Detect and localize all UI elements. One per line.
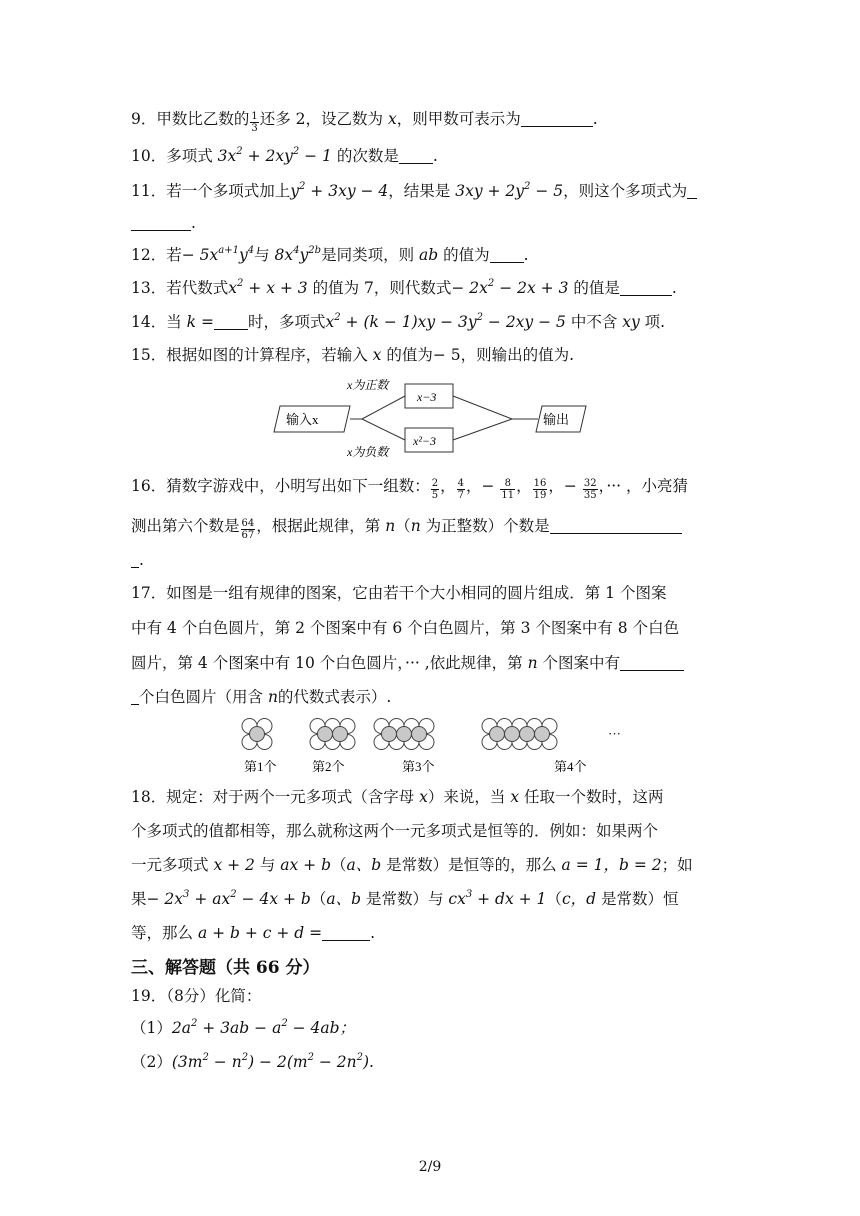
- question-17-line3: 圆片，第 4 个图案中有 10 个白色圆片，··· ,依此规律，第 n 个图案中有: [131, 652, 684, 674]
- question-19-part2: $(2)(3m^2 - n^2) - 2(m^2 - 2n^2)$.: [131, 1052, 374, 1071]
- answer-blank[interactable]: [399, 147, 433, 164]
- question-19-title: 19．（8分）化简：: [131, 987, 262, 1005]
- question-12: 12．若− $5x^{a+1}y^4$与 $8x^4y^{2b}$是同类项，则 ab 的值为 .: [131, 245, 529, 264]
- output-label: 输出: [543, 412, 570, 427]
- circle-patterns-figure: [236, 714, 636, 776]
- answer-blank-cont[interactable]: [131, 688, 139, 705]
- svg-text:x²−3: x²−3: [413, 434, 437, 448]
- gray-circle: [382, 727, 397, 742]
- answer-blank[interactable]: [490, 246, 524, 263]
- question-13: 13．若代数式$x^2 + x + 3$ 的值为 7，则代数式− $2x^2 - 2x + 3$ 的值是 .: [131, 278, 677, 297]
- positive-branch-label: x为正数: [347, 378, 389, 392]
- negative-box: [405, 428, 453, 452]
- gray-circle: [333, 727, 348, 742]
- section-heading: 三、解答题（共 66 分）: [131, 958, 320, 978]
- question-14: 14．当 k = 时，多项式$x^2 + (k - 1)xy - 3y^2 - 2xy - 5$ 中不含 xy 项.: [131, 312, 666, 331]
- gray-circle: [520, 727, 535, 742]
- gray-circle: [535, 727, 550, 742]
- answer-blank[interactable]: [521, 110, 593, 127]
- fraction-one-third: $\frac{1}{3}$: [251, 111, 258, 134]
- pattern-label-1: 第1个: [244, 759, 277, 774]
- flowchart: [272, 372, 592, 462]
- answer-blank[interactable]: [214, 313, 248, 330]
- question-10: 10．多项式 $3x^2 + 2xy^2 - 1$ 的次数是 .: [131, 146, 438, 165]
- question-18-line5: 等，那么 a + b + c + d = .: [131, 924, 376, 942]
- answer-blank[interactable]: [550, 517, 682, 534]
- question-17-line1: 17．如图是一组有规律的图案，它由若干个大小相同的圆片组成．第 1 个图案: [131, 584, 667, 602]
- gray-circle: [505, 727, 520, 742]
- negative-branch-label: x为负数: [347, 445, 389, 459]
- question-9: 9．甲数比乙数的 $\frac{1}{3}$ 还多 2，设乙数为 x，则甲数可表示为 .: [131, 110, 598, 134]
- gray-circle: [250, 727, 265, 742]
- answer-blank[interactable]: [620, 654, 684, 671]
- question-17-line2: 中有 4 个白色圆片，第 2 个图案中有 6 个白色圆片，第 3 个图案中有 8 个白色: [131, 619, 680, 637]
- pattern-label-2: 第2个: [312, 759, 345, 774]
- page-number: 2/9: [418, 1159, 442, 1175]
- output-box: [536, 406, 586, 432]
- question-18-line4: 果− $2x^3 + ax^2 - 4x + b(a$、b 是常数）与 $cx^3$ + dx + 1（c，d 是常数）恒: [131, 889, 679, 908]
- question-16-end: .: [131, 549, 144, 571]
- answer-blank[interactable]: [687, 182, 697, 199]
- question-15: 15．根据如图的计算程序，若输入 x 的值为− 5，则输出的值为.: [131, 346, 575, 364]
- question-18-line2: 个多项式的值都相等，那么就称这两个一元多项式是恒等的．例如：如果两个: [131, 822, 659, 840]
- question-11: 11．若一个多项式加上$y^2 + 3xy - 4$，结果是 $3xy + 2y^2 - 5$，则这个多项式为: [131, 180, 697, 202]
- gray-circle: [397, 727, 412, 742]
- question-18-line1: 18．规定：对于两个一元多项式（含字母 x）来说，当 x 任取一个数时，这两: [131, 788, 664, 806]
- question-16: 16．猜数字游戏中，小明写出如下一组数： $\frac{2}{5}$ ， $\frac{4}{7}$ ，− $\frac{8}{11}$ ， $\frac{16}{19}$ ，− $\frac{32}{35}$ ，··· ，小亮猜: [131, 477, 689, 501]
- gray-circle: [412, 727, 427, 742]
- input-label: 输入x: [286, 412, 319, 427]
- question-17-line4: 个白色圆片（用含 n的代数式表示）.: [131, 686, 391, 708]
- input-box: [274, 406, 350, 432]
- gray-circle: [318, 727, 333, 742]
- answer-blank[interactable]: [322, 924, 370, 941]
- answer-blank-cont[interactable]: [131, 551, 139, 568]
- pattern-label-3: 第3个: [402, 759, 435, 774]
- answer-blank[interactable]: [620, 279, 672, 296]
- pattern-ellipsis: ···: [608, 726, 621, 741]
- question-11-cont: .: [131, 212, 196, 234]
- question-18-line3: 一元多项式 x + 2 与 ax + b（a、b 是常数）是恒等的，那么 a = 1，b = 2；如: [131, 856, 693, 874]
- question-16-cont: 测出第六个数是 $\frac{64}{67}$ ，根据此规律，第 n（n 为正整数）个数是: [131, 515, 682, 541]
- pattern-label-4: 第4个: [554, 759, 587, 774]
- gray-circle: [490, 727, 505, 742]
- svg-text:x−3: x−3: [417, 390, 437, 404]
- answer-blank-cont[interactable]: [131, 214, 191, 231]
- question-19-part1: $(1)2a^2 + 3ab - a^2 - 4ab$；: [131, 1018, 356, 1037]
- positive-box: [405, 384, 453, 408]
